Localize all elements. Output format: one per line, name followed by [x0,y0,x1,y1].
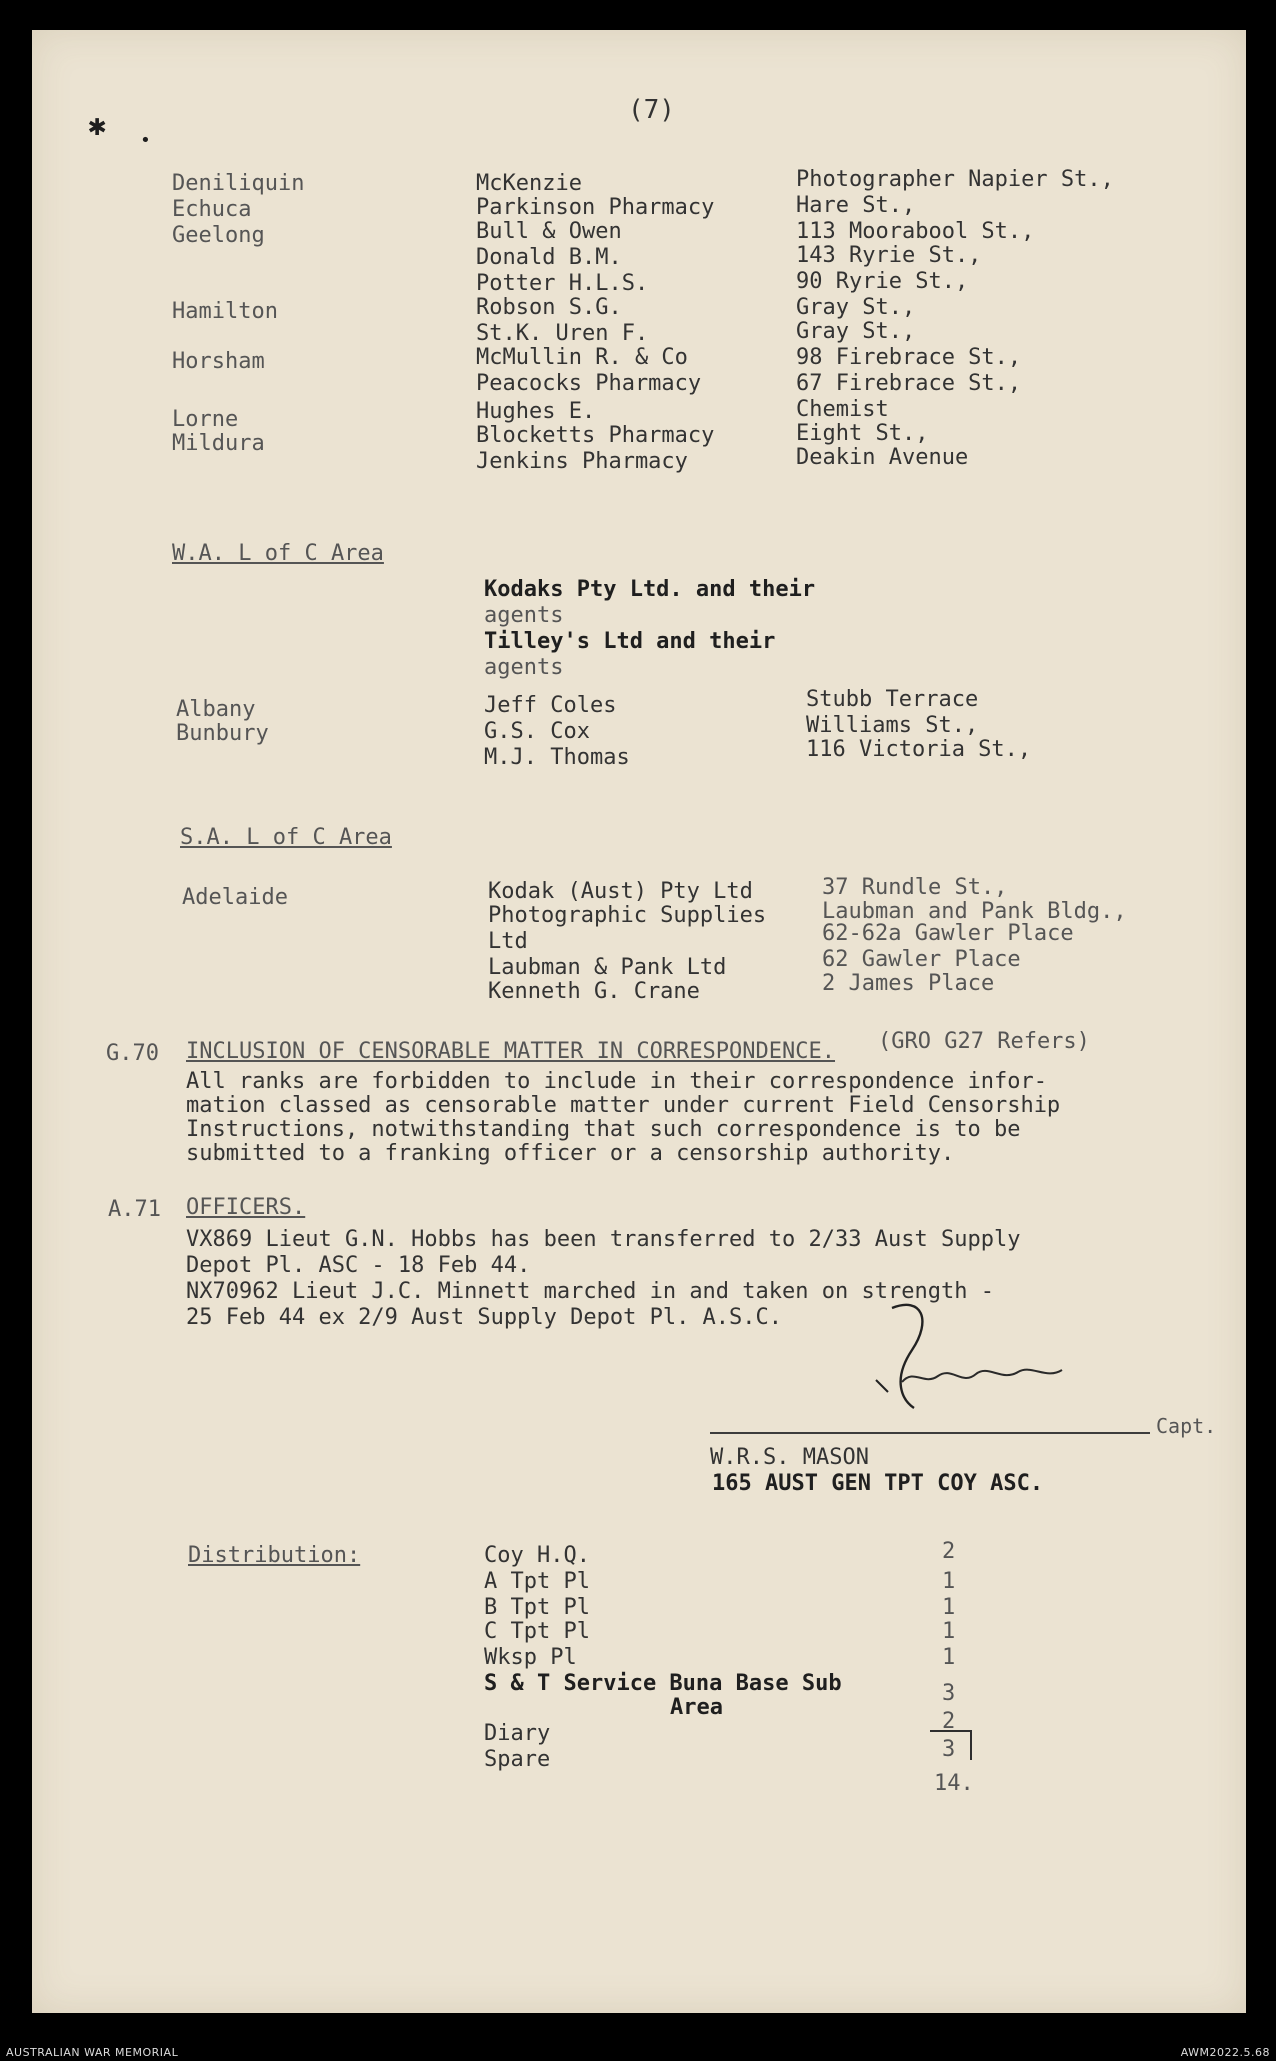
distribution-qty: 2 [942,1539,956,1564]
item-reference: (GRO G27 Refers) [878,1029,1090,1054]
entry-name: St.K. Uren F. [476,321,649,346]
entry-address: 62 Gawler Place [822,947,1021,972]
entry-name: Bull & Owen [476,219,622,244]
item-title: OFFICERS. [186,1195,306,1220]
footer-left: AUSTRALIAN WAR MEMORIAL [6,2046,179,2059]
entry-address: Gray St., [796,295,916,320]
town: Lorne [172,407,239,432]
entry-address: Eight St., [796,421,929,446]
entry-address: Stubb Terrace [806,687,979,712]
distribution-qty: 1 [942,1619,956,1644]
hole-punch-mark: • [140,130,151,151]
entry-name: McMullin R. & Co [476,345,688,370]
entry-name: Peacocks Pharmacy [476,371,702,396]
distribution-item: B Tpt Pl [484,1595,590,1620]
handwritten-signature [862,1290,1112,1420]
town: Geelong [172,223,265,248]
entry-name: Jenkins Pharmacy [476,449,688,474]
wa-general-line: agents [484,603,564,628]
distribution-qty: 1 [942,1595,956,1620]
paragraph-line: mation classed as censorable matter under current Field Censorship [186,1093,1061,1118]
section-heading-wa: W.A. L of C Area [172,541,384,566]
entry-address: Laubman and Pank Bldg., [822,899,1127,924]
distribution-item: Diary [484,1721,551,1746]
distribution-item: Spare [484,1747,551,1772]
distribution-qty: 1 [942,1569,956,1594]
distribution-total: 14. [934,1771,974,1796]
item-number: A.71 [108,1197,161,1222]
town: Deniliquin [172,171,305,196]
entry-name: Donald B.M. [476,245,622,270]
entry-name: Parkinson Pharmacy [476,195,715,220]
paragraph-line: All ranks are forbidden to include in their correspondence infor- [186,1069,1047,1094]
entry-address: 37 Rundle St., [822,875,1008,900]
paragraph-line: NX70962 Lieut J.C. Minnett marched in and taken on strength - [186,1279,994,1304]
town: Bunbury [176,721,269,746]
signatory-unit: 165 AUST GEN TPT COY ASC. [712,1471,1044,1496]
distribution-heading: Distribution: [188,1543,361,1568]
wa-general-line: agents [484,655,564,680]
entry-name: Kodak (Aust) Pty Ltd [488,879,753,904]
entry-address: Hare St., [796,193,916,218]
town: Mildura [172,431,265,456]
entry-name: Laubman & Pank Ltd [488,955,727,980]
paragraph-line: submitted to a franking officer or a censorship authority. [186,1141,955,1166]
entry-name: Potter H.L.S. [476,271,649,296]
town: Echuca [172,197,252,222]
entry-address: Williams St., [806,713,979,738]
paragraph-line: Instructions, notwithstanding that such correspondence is to be [186,1117,1021,1142]
section-heading-sa: S.A. L of C Area [180,825,392,850]
page-number: (7) [628,95,675,125]
signatory-name: W.R.S. MASON [710,1445,869,1470]
entry-address: Photographer Napier St., [796,167,1114,192]
entry-address: Deakin Avenue [796,445,969,470]
distribution-item: C Tpt Pl [484,1619,590,1644]
wa-general-line: Kodaks Pty Ltd. and their [484,577,816,602]
entry-name: M.J. Thomas [484,745,630,770]
distribution-qty: 1 [942,1645,956,1670]
distribution-qty: 3 [942,1681,956,1706]
entry-name: Blocketts Pharmacy [476,423,715,448]
footer-right: AWM2022.5.68 [1180,2046,1270,2059]
entry-name: Ltd [488,929,528,954]
hole-punch-mark: ✱ [88,108,107,143]
entry-name: G.S. Cox [484,719,590,744]
entry-name: Jeff Coles [484,693,617,718]
entry-address: Gray St., [796,319,916,344]
paragraph-line: Depot Pl. ASC - 18 Feb 44. [186,1253,531,1278]
entry-address: 98 Firebrace St., [796,345,1022,370]
entry-name: Hughes E. [476,399,596,424]
total-bracket [930,1730,972,1760]
entry-address: 116 Victoria St., [806,737,1032,762]
item-number: G.70 [106,1041,159,1066]
entry-name: McKenzie [476,171,582,196]
entry-name: Kenneth G. Crane [488,979,700,1004]
distribution-item: Area [670,1695,723,1720]
town: Albany [176,697,256,722]
wa-general-line: Tilley's Ltd and their [484,629,776,654]
entry-name: Photographic Supplies [488,903,767,928]
item-title: INCLUSION OF CENSORABLE MATTER IN CORRESPONDENCE. [186,1039,836,1064]
distribution-item: S & T Service Buna Base Sub [484,1671,842,1696]
entry-address: 143 Ryrie St., [796,243,982,268]
town: Horsham [172,349,265,374]
entry-address: Chemist [796,397,889,422]
entry-address: 90 Ryrie St., [796,269,969,294]
entry-address: 67 Firebrace St., [796,371,1022,396]
entry-address: 62-62a Gawler Place [822,921,1074,946]
entry-address: 113 Moorabool St., [796,219,1035,244]
entry-address: 2 James Place [822,971,995,996]
paragraph-line: 25 Feb 44 ex 2/9 Aust Supply Depot Pl. A.S.C. [186,1305,783,1330]
town: Hamilton [172,299,278,324]
entry-name: Robson S.G. [476,295,622,320]
signature-line [710,1432,1150,1434]
distribution-qty: 2 [942,1709,956,1734]
distribution-item: Coy H.Q. [484,1543,590,1568]
signature-rank: Capt. [1156,1414,1217,1438]
town: Adelaide [182,885,288,910]
distribution-item: A Tpt Pl [484,1569,590,1594]
distribution-qty: 3 [942,1737,956,1762]
paragraph-line: VX869 Lieut G.N. Hobbs has been transferred to 2/33 Aust Supply [186,1227,1021,1252]
distribution-item: Wksp Pl [484,1645,577,1670]
